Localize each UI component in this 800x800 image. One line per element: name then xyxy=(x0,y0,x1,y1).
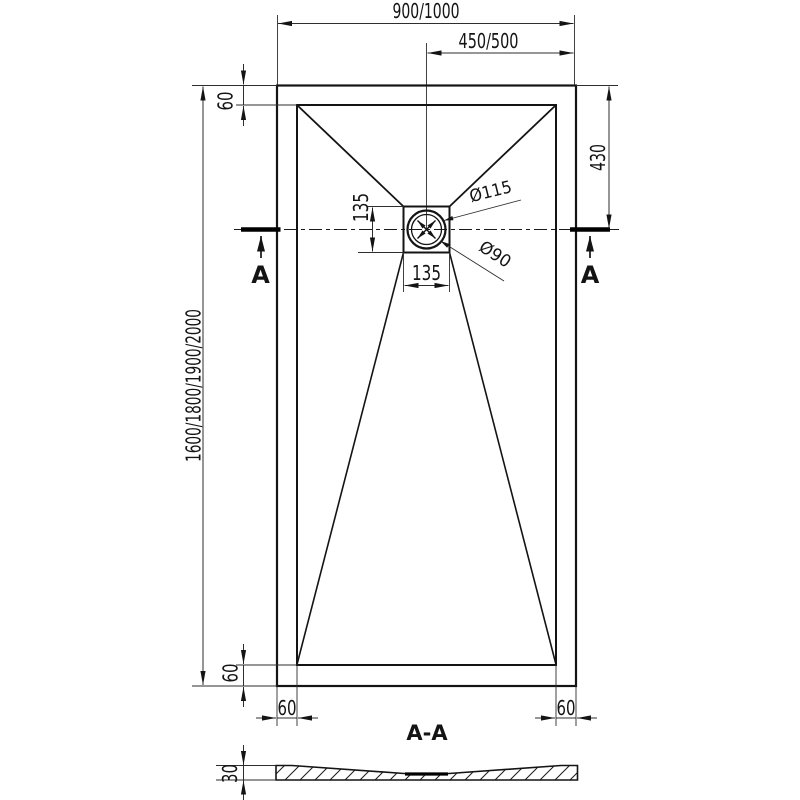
plan-view xyxy=(234,43,619,686)
dim-wall-right: 60 xyxy=(556,696,576,720)
dim-wall-bottom: 60 xyxy=(218,657,243,683)
dim-wall-left: 60 xyxy=(277,696,297,720)
dim-drain-outer-dia: Ø115 xyxy=(467,176,517,208)
dim-thickness: 30 xyxy=(218,757,242,783)
dimensions xyxy=(182,0,611,720)
dim-wall-top: 60 xyxy=(213,85,238,111)
section-label-right: A xyxy=(580,261,600,289)
dim-drain-height: 135 xyxy=(349,183,373,222)
section-view xyxy=(216,721,578,800)
section-label-left: A xyxy=(251,261,270,289)
slope-crease-bottom-left xyxy=(297,253,404,665)
dim-drain-offset-x: 450/500 xyxy=(458,29,519,53)
slope-crease-bottom-right xyxy=(450,253,557,665)
dim-overall-width: 900/1000 xyxy=(392,0,460,23)
slope-crease-top-left xyxy=(297,105,404,207)
dim-overall-length: 1600/1800/1900/2000 xyxy=(181,238,206,462)
dim-drain-offset-top: 430 xyxy=(586,132,610,171)
dim-drain-inner-dia: Ø90 xyxy=(475,237,516,274)
dim-drain-width: 135 xyxy=(412,261,441,285)
section-title: A-A xyxy=(406,721,448,745)
extension-lines xyxy=(192,15,618,726)
